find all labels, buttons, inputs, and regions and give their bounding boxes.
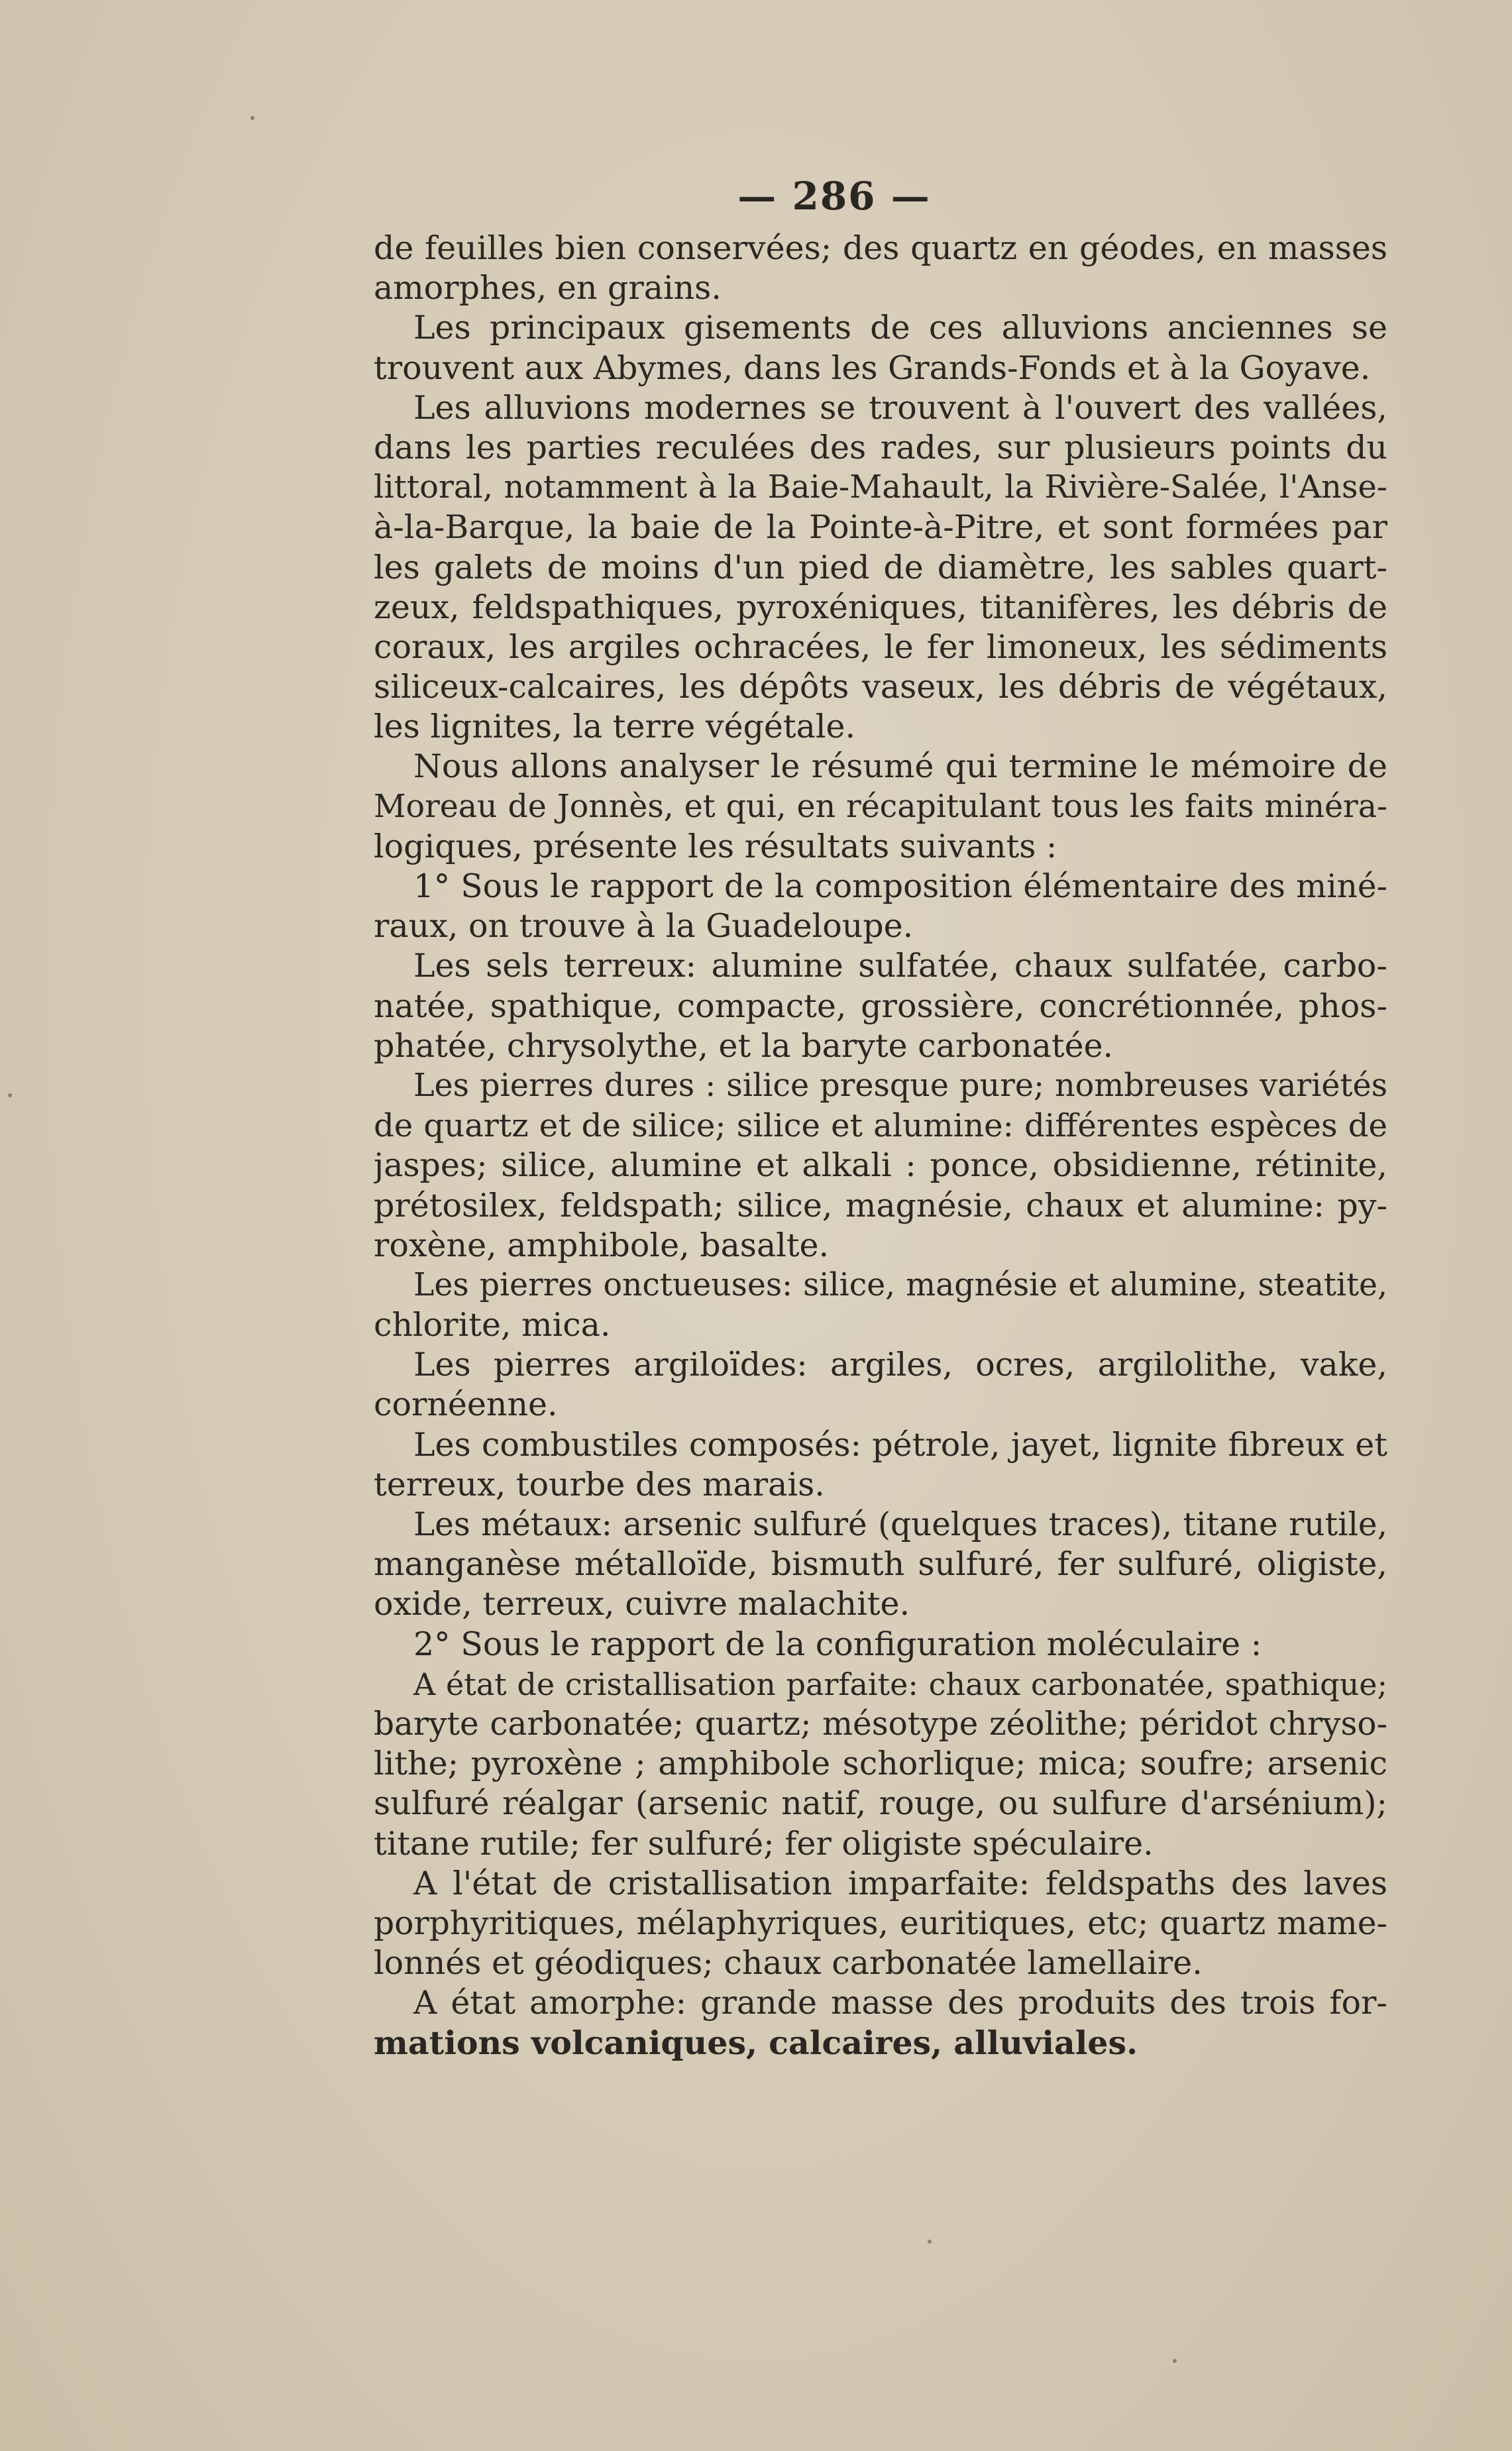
paper-speck xyxy=(250,116,254,120)
text-line: prétosilex, feldspath; silice, magnésie, chaux et alumine: py- xyxy=(374,1186,1387,1225)
text-line: Les métaux: arsenic sulfuré (quelques traces), titane rutile, xyxy=(413,1506,1387,1543)
text-line: sulfuré réalgar (arsenic natif, rouge, ou sulfure d'arsénium); xyxy=(374,1784,1387,1823)
text-line: Les alluvions modernes se trouvent à l'ouvert des vallées, xyxy=(413,388,1387,427)
text-line: à-la-Barque, la baie de la Pointe-à-Pitre, et sont formées par xyxy=(374,508,1387,547)
text-line: raux, on trouve à la Guadeloupe. xyxy=(374,907,914,946)
text-line: A état amorphe: grande masse des produits des trois for- xyxy=(413,1984,1387,2022)
text-line: Moreau de Jonnès, et qui, en récapitulant tous les faits minéra- xyxy=(374,788,1387,825)
text-line: les galets de moins d'un pied de diamètre, les sables quart- xyxy=(374,548,1387,586)
text-line: 1° Sous le rapport de la composition élémentaire des miné- xyxy=(413,868,1387,905)
text-line: Les pierres dures : silice presque pure; nombreuses variétés xyxy=(413,1067,1387,1104)
text-line: baryte carbonatée; quartz; mésotype zéolithe; péridot chryso- xyxy=(374,1705,1387,1743)
text-line: lonnés et géodiques; chaux carbonatée lamellaire. xyxy=(374,1944,1203,1983)
text-line: phatée, chrysolythe, et la baryte carbonatée. xyxy=(374,1026,1114,1065)
paper-speck xyxy=(928,2240,932,2244)
text-line: de feuilles bien conservées; des quartz en géodes, en masses xyxy=(374,229,1387,267)
text-line: zeux, feldspathiques, pyroxéniques, titanifères, les débris de xyxy=(374,588,1387,626)
text-line: Nous allons analyser le résumé qui termine le mémoire de xyxy=(413,747,1387,786)
text-line: jaspes; silice, alumine et alkali : ponce, obsidienne, rétinite, xyxy=(374,1146,1387,1185)
text-line: Les pierres onctueuses: silice, magnésie et alumine, steatite, xyxy=(413,1266,1387,1303)
text-line: lithe; pyroxène ; amphibole schorlique; mica; soufre; arsenic xyxy=(374,1745,1387,1783)
text-line: mations volcaniques, calcaires, alluviales. xyxy=(374,2024,1138,2063)
text-line: trouvent aux Abymes, dans les Grands-Fonds et à la Goyave. xyxy=(374,349,1371,387)
text-line: de quartz et de silice; silice et alumine: différentes espèces de xyxy=(374,1107,1387,1145)
text-line: 2° Sous le rapport de la configuration moléculaire : xyxy=(413,1625,1262,1663)
text-line: cornéenne. xyxy=(374,1386,558,1424)
text-line: coraux, les argiles ochracées, le fer limoneux, les sédiments xyxy=(374,627,1387,666)
text-line: terreux, tourbe des marais. xyxy=(374,1465,825,1503)
text-line: porphyritiques, mélaphyriques, euritiques, etc; quartz mame- xyxy=(374,1904,1387,1942)
text-line: natée, spathique, compacte, grossière, concrétionnée, phos- xyxy=(374,987,1387,1025)
text-line: manganèse métalloïde, bismuth sulfuré, fer sulfuré, oligiste, xyxy=(374,1545,1387,1584)
text-line: littoral, notamment à la Baie-Mahault, la Rivière-Salée, l'Anse- xyxy=(374,469,1387,506)
text-line: oxide, terreux, cuivre malachite. xyxy=(374,1585,910,1623)
text-line: titane rutile; fer sulfuré; fer oligiste spéculaire. xyxy=(374,1824,1154,1863)
text-line: Les combustiles composés: pétrole, jayet, lignite fibreux et xyxy=(413,1425,1387,1464)
page-number: — 286 — xyxy=(737,174,931,219)
text-line: A l'état de cristallisation imparfaite: feldspaths des laves xyxy=(413,1864,1387,1902)
text-line: chlorite, mica. xyxy=(374,1306,611,1344)
paper-speck xyxy=(8,1093,12,1097)
text-line: siliceux-calcaires, les dépôts vaseux, les débris de végétaux, xyxy=(374,668,1387,706)
paper-speck xyxy=(1173,2359,1177,2363)
text-line: les lignites, la terre végétale. xyxy=(374,708,856,746)
text-line: Les pierres argiloïdes: argiles, ocres, argilolithe, vake, xyxy=(413,1346,1387,1384)
text-line: roxène, amphibole, basalte. xyxy=(374,1226,830,1264)
text-line: dans les parties reculées des rades, sur plusieurs points du xyxy=(374,428,1387,466)
text-line: Les sels terreux: alumine sulfatée, chaux sulfatée, carbo- xyxy=(413,947,1387,985)
text-line: amorphes, en grains. xyxy=(374,269,722,307)
text-line: A état de cristallisation parfaite: chaux carbonatée, spathique; xyxy=(413,1666,1387,1702)
text-line: Les principaux gisements de ces alluvions anciennes se xyxy=(413,309,1387,347)
text-line: logiques, présente les résultats suivants : xyxy=(374,827,1057,865)
body-text xyxy=(374,229,1387,2063)
